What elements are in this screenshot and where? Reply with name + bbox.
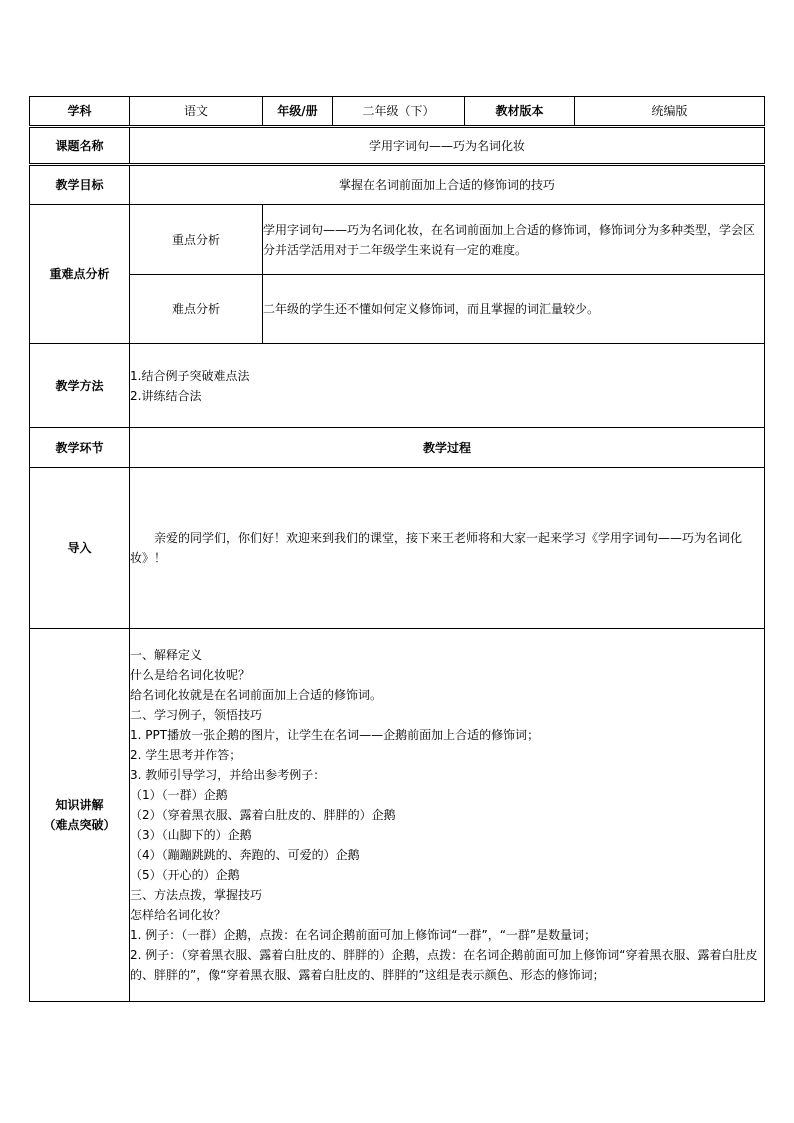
method-label: 教学方法: [30, 344, 130, 428]
knowledge-line: 二、学习例子，领悟技巧: [130, 708, 263, 722]
difficult-analysis-label: 难点分析: [130, 275, 263, 344]
method-item-2: 2.讲练结合法: [130, 388, 202, 403]
subject-value: 语文: [130, 97, 263, 127]
grade-label: 年级/册: [263, 97, 333, 127]
knowledge-line: （2）（穿着黑衣服、露着白肚皮的、胖胖的）企鹅: [130, 808, 396, 822]
knowledge-line: 什么是给名词化妆呢？: [130, 668, 251, 682]
knowledge-line: （3）（山脚下的）企鹅: [130, 828, 252, 842]
stage-header-label: 教学环节: [30, 428, 130, 468]
knowledge-line: 三、方法点拨，掌握技巧: [130, 888, 263, 902]
method-list: [130, 344, 765, 428]
edition-label: 教材版本: [465, 97, 575, 127]
lesson-title-label: 课题名称: [30, 127, 130, 165]
grade-value: 二年级（下）: [333, 97, 465, 127]
key-analysis-row: [30, 205, 765, 275]
knowledge-line: 1. PPT播放一张企鹅的图片，让学生在名词——企鹅前面加上合适的修饰词；: [130, 728, 540, 742]
knowledge-line: （4）（蹦蹦跳跳的、奔跑的、可爱的）企鹅: [130, 848, 360, 862]
goal-label: 教学目标: [30, 165, 130, 205]
knowledge-label-line1: 知识讲解: [55, 798, 104, 812]
difficult-analysis-row: [30, 275, 765, 344]
knowledge-line: 怎样给名词化妆？: [130, 908, 227, 922]
knowledge-line: 一、解释定义: [130, 648, 203, 662]
knowledge-content: [130, 629, 765, 1002]
knowledge-line: 3. 教师引导学习，并给出参考例子：: [130, 768, 326, 782]
intro-row: [30, 468, 765, 629]
process-header-row: [30, 428, 765, 468]
intro-label: 导入: [30, 468, 130, 629]
knowledge-line: 2. 学生思考并作答；: [130, 748, 242, 762]
goal-value: 掌握在名词前面加上合适的修饰词的技巧: [130, 165, 765, 205]
goal-row: [30, 165, 765, 205]
key-analysis-label: 重点分析: [130, 205, 263, 275]
knowledge-row: [30, 629, 765, 1002]
intro-text: 亲爱的同学们，你们好！欢迎来到我们的课堂，接下来王老师将和大家一起来学习《学用字词句——巧为名词化妆》！: [130, 468, 765, 629]
edition-value: 统编版: [575, 97, 765, 127]
knowledge-line: （1）（一群）企鹅: [130, 788, 228, 802]
process-header-label: 教学过程: [130, 428, 765, 468]
knowledge-label: [30, 629, 130, 1002]
header-row: [30, 97, 765, 127]
key-analysis-value: 学用字词句——巧为名词化妆，在名词前面加上合适的修饰词，修饰词分为多种类型，学会区分并活学活用对于二年级学生来说有一定的难度。: [263, 205, 765, 275]
subject-label: 学科: [30, 97, 130, 127]
method-item-1: 1.结合例子突破难点法: [130, 368, 250, 383]
lesson-plan-table: [29, 96, 765, 1002]
method-row: [30, 344, 765, 428]
knowledge-line: 给名词化妆就是在名词前面加上合适的修饰词。: [130, 688, 383, 702]
difficult-analysis-value: 二年级的学生还不懂如何定义修饰词，而且掌握的词汇量较少。: [263, 275, 765, 344]
knowledge-line: 2. 例子：（穿着黑衣服、露着白肚皮的、胖胖的）企鹅，点拨：在名词企鹅前面可加上修饰词“穿着黑衣服、露着白肚皮的、胖胖的”，像“穿着黑衣服、露着白肚皮的、胖胖的”这组是表示颜色、形态的修饰词；: [130, 948, 758, 982]
lesson-title-value: 学用字词句——巧为名词化妆: [130, 127, 765, 165]
knowledge-line: 1. 例子：（一群）企鹅，点拨：在名词企鹅前面可加上修饰词“一群”，“一群”是数量词；: [130, 928, 597, 942]
knowledge-line: （5）（开心的）企鹅: [130, 868, 240, 882]
analysis-label: 重难点分析: [30, 205, 130, 344]
knowledge-label-line2: （难点突破）: [43, 818, 116, 832]
lesson-title-row: [30, 127, 765, 165]
